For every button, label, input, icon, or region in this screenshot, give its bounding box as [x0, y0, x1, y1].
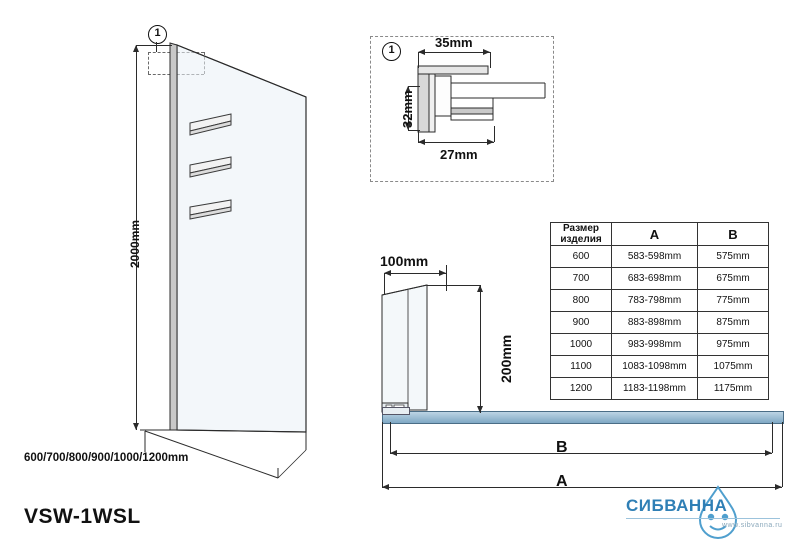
detail-view-group	[370, 30, 560, 190]
topview-height-label: 200mm	[498, 334, 514, 383]
depth-arrow-right	[439, 270, 446, 276]
cell-size: 700	[551, 268, 612, 290]
cell-size: 1100	[551, 356, 612, 378]
detail-top-label: 35mm	[435, 35, 473, 50]
cell-a: 1083-1098mm	[612, 356, 698, 378]
detail-left-label: 32mm	[400, 90, 415, 128]
table-header-b: B	[698, 223, 769, 246]
depth-ext-left	[384, 273, 385, 295]
height-label: 2000mm	[128, 219, 142, 268]
cell-a: 983-998mm	[612, 334, 698, 356]
depth-arrow-left	[384, 270, 391, 276]
cell-b: 675mm	[698, 268, 769, 290]
dim-b-ext-left	[390, 422, 391, 453]
model-name: VSW-1WSL	[24, 505, 141, 528]
detail-top-arrow-left	[418, 49, 425, 55]
table-header-a: A	[612, 223, 698, 246]
detail-left-ext-top	[408, 86, 420, 87]
top-view-panel-svg	[370, 225, 790, 505]
dim-a-label: A	[556, 473, 568, 490]
dim-a-arrow-left	[382, 484, 389, 490]
depth-ext-right	[446, 265, 447, 291]
cell-b: 775mm	[698, 290, 769, 312]
dim-a-ext-left	[382, 422, 383, 487]
detail-bottom-ext-left	[418, 130, 419, 142]
detail-bottom-label: 27mm	[440, 147, 478, 162]
height-arrow-top	[133, 45, 139, 52]
detail-top-arrow-right	[483, 49, 490, 55]
callout-1-front: 1	[148, 25, 167, 44]
detail-bottom-arrow-left	[418, 139, 425, 145]
width-options-label: 600/700/800/900/1000/1200mm	[24, 452, 189, 464]
cell-size: 800	[551, 290, 612, 312]
bottom-track-cap	[382, 407, 410, 415]
dim-b-line	[390, 453, 772, 454]
cell-size: 900	[551, 312, 612, 334]
cell-b: 975mm	[698, 334, 769, 356]
detail-bottom-dim-line	[418, 142, 494, 143]
brand-url: www.sibvanna.ru	[722, 522, 783, 529]
dim-b-arrow-left	[390, 450, 397, 456]
detail-top-ext-left	[418, 52, 419, 68]
front-view-group	[0, 0, 320, 528]
cell-b: 875mm	[698, 312, 769, 334]
cell-a: 1183-1198mm	[612, 378, 698, 400]
detail-bottom-ext-right	[494, 126, 495, 142]
topview-height-arrow-top	[477, 285, 483, 292]
table-header-size-text: Размер изделия	[560, 223, 602, 245]
cell-size: 600	[551, 246, 612, 268]
top-view-group	[370, 225, 790, 505]
brand-underline	[626, 518, 780, 519]
height-ext-top	[136, 45, 172, 46]
brand-logo	[626, 480, 790, 544]
dim-b-ext-right	[772, 422, 773, 453]
topview-height-arrow-bottom	[477, 406, 483, 413]
cell-size: 1000	[551, 334, 612, 356]
cell-b: 1075mm	[698, 356, 769, 378]
detail-top-ext-right	[490, 52, 491, 68]
brand-name: СИБВАННА	[626, 496, 728, 515]
depth-dim-line	[384, 273, 446, 274]
detail-top-dim-line	[418, 52, 490, 53]
dim-b-label: B	[556, 439, 568, 456]
height-arrow-bottom	[133, 423, 139, 430]
topview-height-dim-line	[480, 285, 481, 413]
cell-a: 883-898mm	[612, 312, 698, 334]
dim-b-arrow-right	[765, 450, 772, 456]
glass-panel-svg	[0, 0, 320, 500]
cell-a: 783-798mm	[612, 290, 698, 312]
cell-size: 1200	[551, 378, 612, 400]
dim-a-ext-right	[782, 422, 783, 487]
topview-height-ext-top	[427, 285, 480, 286]
cell-b: 575mm	[698, 246, 769, 268]
cell-b: 1175mm	[698, 378, 769, 400]
depth-label: 100mm	[380, 253, 429, 269]
profile-section-svg	[410, 58, 550, 168]
cell-a: 583-598mm	[612, 246, 698, 268]
callout-1-detail: 1	[382, 42, 401, 61]
detail-bottom-arrow-right	[487, 139, 494, 145]
bottom-track-bar	[382, 411, 784, 424]
cell-a: 683-698mm	[612, 268, 698, 290]
